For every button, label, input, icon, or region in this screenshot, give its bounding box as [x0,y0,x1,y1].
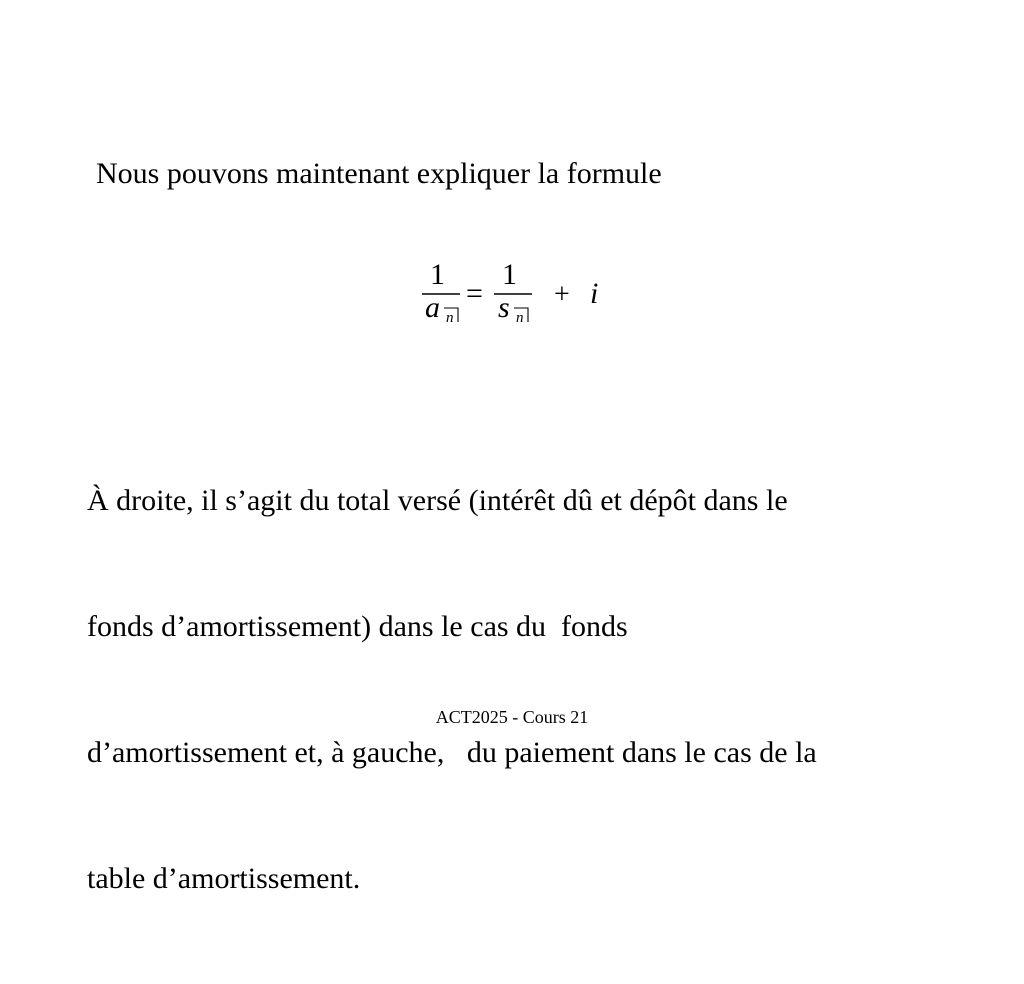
intro-text: Nous pouvons maintenant expliquer la formule [96,157,662,190]
explanation-paragraph [87,396,947,984]
annuity-formula [410,250,620,340]
slide-footer: ACT2025 - Cours 21 [435,707,589,727]
paragraph-line: table d’amortissement. [87,862,361,895]
paragraph-line: fonds d’amortissement) dans le cas du fonds [87,610,628,643]
equals-sign: = [466,277,483,310]
rate-symbol: i [590,277,599,310]
formula-svg [410,250,620,340]
right-denominator-symbol: s [498,291,510,324]
left-numerator: 1 [430,258,445,291]
right-numerator: 1 [502,258,517,291]
left-denominator-symbol: a [425,291,440,324]
right-subscript: n [516,310,524,326]
plus-sign: + [554,279,570,310]
paragraph-line: d’amortissement et, à gauche, du paiement dans le cas de la [87,736,817,769]
paragraph-line: À droite, il s’agit du total versé (intérêt dû et dépôt dans le [87,484,788,517]
left-subscript: n [446,310,454,326]
